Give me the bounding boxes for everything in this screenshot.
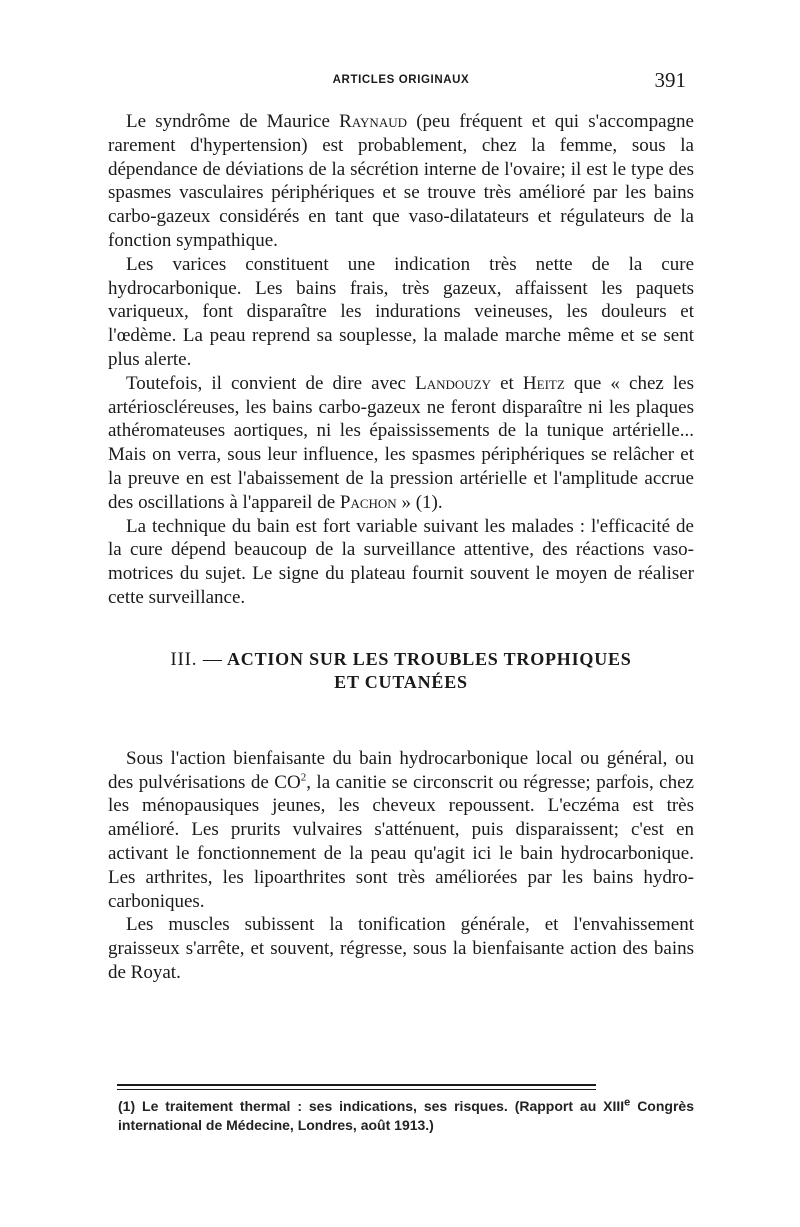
document-page [108,60,694,985]
author-name: Heitz [522,372,565,394]
section-heading [108,648,694,693]
footnote-superscript: e [624,1096,631,1109]
section-heading-line-1 [108,648,694,671]
paragraph-text: que « chez les artérioscléreuses, les bains carbo-gazeux ne feront disparaître ni les plaques athéromateuses aortiques, ni les épaississements de la tunique artérielle... Mais on verra, sous leur influence, les spasmes périphériques se relâcher et la preuve en est l'abaissement de la pression artérielle et l'amplitude accrue des oscillations à l'appareil de [108,372,695,513]
paragraph-text: (peu fréquent et qui s'accompagne rarement d'hypertension) est probablement, chez la femme, sous la dépendance de déviations de la sécrétion interne de l'ovaire; il est le type des spasmes vasculaires périphériques et se trouve très amélioré par les bains carbo-gazeux considérés en tant que vaso-dilatateurs et régulateurs de la fonction sympathique. [108,111,694,251]
footnote [118,1097,694,1134]
paragraph-text: Toutefois, il convient de dire avec [126,372,416,394]
running-head [108,60,694,100]
body-text [108,110,694,985]
paragraph-text: et [490,372,523,394]
running-title: ARTICLES ORIGINAUX [332,74,470,86]
paragraph-citation [108,372,694,515]
page-number: 391 [654,68,686,92]
section-number: III. — [170,648,223,670]
paragraph-text: » (1). [396,491,443,513]
section-title: ACTION SUR LES TROUBLES TROPHIQUES [226,648,632,669]
paragraph-text: , la canitie se circonscrit ou régresse; parfois, chez les ménopausiques jeunes, les cheveux repoussent. L'eczéma est très amélioré. Les prurits vulvaires s'atténuent, puis disparaissent; c'est en activant le fonctionnement de la peau qu'agit ici le bain hydrocarbonique. Les arthrites, les lipoarthrites sont très améliorées par les bains hydro-carboniques. [108,771,694,912]
paragraph-technique: La technique du bain est fort variable suivant les malades : l'efficacité de la cure dépend beaucoup de la surveillance attentive, des réactions vaso-motrices du sujet. Le signe du plateau fournit souvent le moyen de réaliser cette surveillance. [108,515,694,608]
footnote-text: Congrès international de Médecine, Londres, août 1913.) [118,1098,694,1133]
paragraph-raynaud [108,110,694,253]
paragraph-text: Sous l'action bienfaisante du bain hydrocarbonique local ou général, ou des pulvérisations de CO [108,747,694,793]
paragraph-muscles: Les muscles subissent la tonification générale, et l'envahissement graisseux s'arrête, et souvent, régresse, sous la bienfaisante action des bains de Royat. [108,914,694,983]
section-title-line-2: ET CUTANÉES [334,671,468,692]
author-name: Raynaud [339,111,407,132]
paragraph-varices: Les varices constituent une indication très nette de la cure hydrocarbonique. Les bains frais, très gazeux, affaissent les paquets variqueux, font disparaître les indurations veineuses, les douleurs et l'œdème. La peau reprend sa souplesse, la malade marche même et se sent plus alerte. [108,253,694,370]
paragraph-text: Le syndrôme de Maurice [126,111,340,132]
footnote-text: (1) Le traitement thermal : ses indications, ses risques. (Rapport au XIII [118,1098,625,1114]
footnote-rule [117,1084,596,1086]
author-name: Landouzy [415,372,491,394]
footnote-rule-thin [117,1089,596,1090]
paragraph-trophic [108,747,694,914]
superscript: 2 [300,771,307,784]
author-name: Pachon [339,491,397,513]
